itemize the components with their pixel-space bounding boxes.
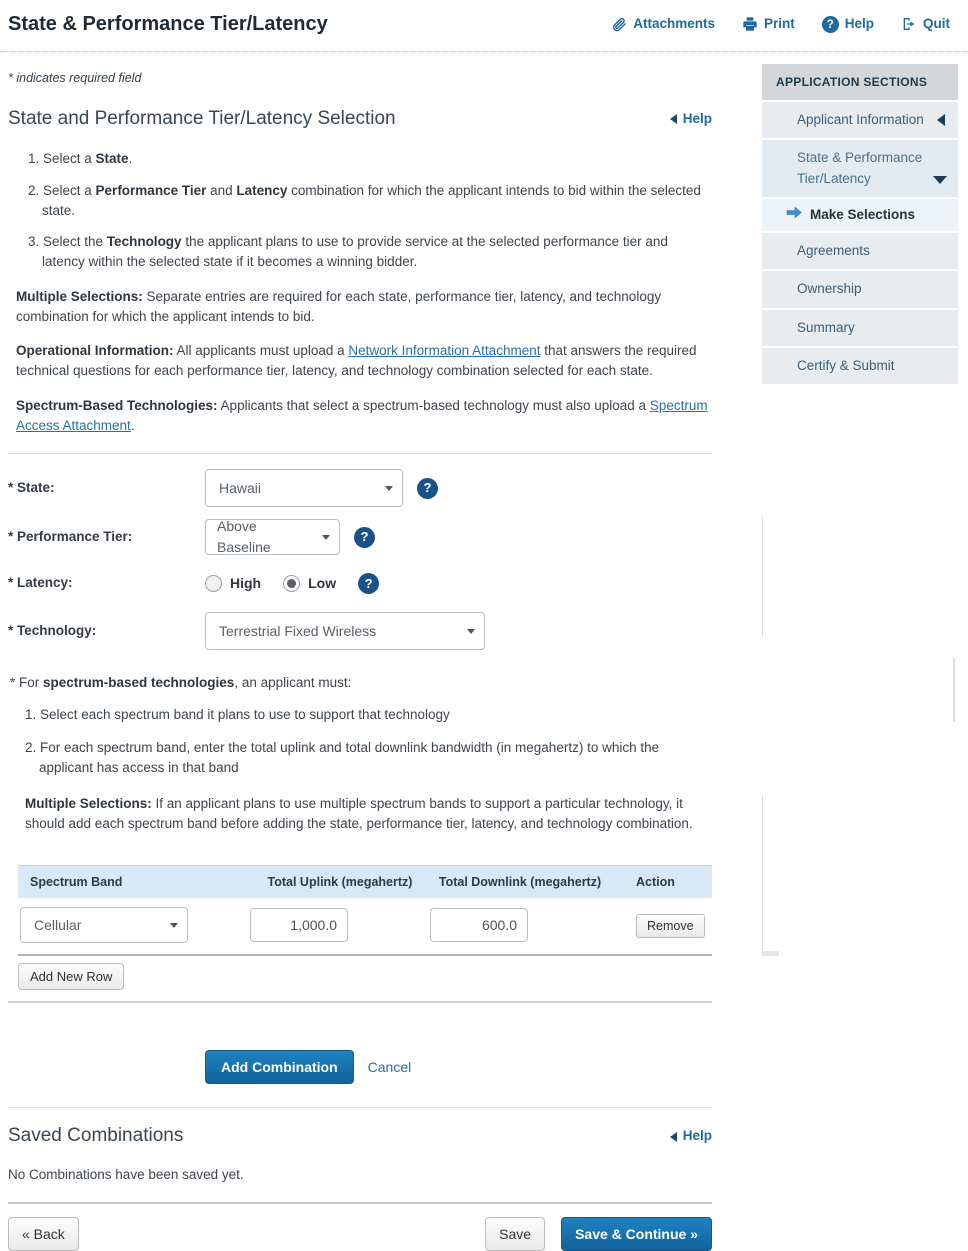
instruction-steps — [8, 149, 712, 272]
sidebar-item-label: Agreements — [797, 243, 870, 258]
required-field-note: * indicates required field — [8, 71, 142, 85]
add-combination-button[interactable]: Add Combination — [205, 1050, 354, 1084]
technology-field-row — [8, 612, 712, 650]
spectrum-based-technologies-paragraph — [16, 396, 712, 437]
technology-label: * Technology: — [8, 622, 97, 638]
technology-select-value: Terrestrial Fixed Wireless — [219, 622, 377, 639]
saved-combinations-help-link[interactable] — [670, 1126, 712, 1146]
remove-button[interactable]: Remove — [636, 914, 705, 938]
top-header — [0, 0, 968, 52]
spectrum-step — [25, 705, 712, 725]
spectrum-table-header — [18, 865, 712, 899]
instruction-step — [14, 232, 712, 273]
current-page-arrow-icon — [786, 205, 802, 225]
bold-text: Performance Tier — [95, 182, 207, 198]
quit-label: Quit — [923, 15, 950, 31]
divider — [8, 1202, 712, 1204]
saved-combinations-heading: Saved Combinations — [8, 1125, 184, 1147]
sidebar-item-label: Applicant Information — [797, 112, 924, 127]
back-button[interactable]: « Back — [8, 1217, 79, 1251]
sidebar-item-label: Certify & Submit — [797, 357, 895, 373]
saved-help-label: Help — [682, 1128, 712, 1144]
state-select-value: Hawaii — [219, 479, 262, 496]
column-header-total-downlink: Total Downlink (megahertz) — [438, 874, 602, 889]
chevron-down-icon — [467, 629, 475, 634]
print-button[interactable] — [742, 14, 795, 34]
text: the applicant plans to use to provide service at the selected performance tier and latency within the selected state if it becomes a winning bidder. — [42, 234, 668, 270]
latency-high-label: High — [230, 575, 262, 591]
total-downlink-input[interactable] — [430, 908, 528, 942]
chevron-down-icon — [322, 535, 330, 540]
sidebar-item-label: Summary — [797, 319, 855, 335]
footer-right-group — [485, 1217, 712, 1251]
page-title: State & Performance Tier/Latency — [8, 13, 328, 35]
text: combination for which the applicant intends to bid within the selected state. — [42, 182, 701, 218]
left-triangle-icon — [670, 1132, 677, 1142]
selection-heading: State and Performance Tier/Latency Selection — [8, 107, 396, 129]
text: . — [130, 417, 135, 433]
text: 3. Select the — [28, 234, 107, 249]
help-circle-icon — [822, 16, 839, 33]
latency-label: * Latency: — [8, 575, 73, 591]
chevron-down-icon — [385, 486, 393, 491]
instruction-step — [14, 149, 712, 169]
latency-high-radio[interactable] — [205, 575, 222, 592]
performance-tier-field-row — [8, 519, 712, 555]
downlink-cell — [430, 908, 610, 942]
panel-edge-line — [762, 517, 763, 637]
text: 1. Select each spectrum band it plans to use to support that technology — [25, 707, 450, 723]
attachments-label: Attachments — [633, 15, 715, 31]
column-header-action: Action — [636, 874, 675, 889]
spectrum-table-row — [18, 898, 712, 956]
divider — [8, 1107, 712, 1108]
sidebar-header: APPLICATION SECTIONS — [762, 64, 958, 100]
sidebar-item-agreements[interactable] — [762, 233, 958, 269]
total-uplink-input[interactable] — [250, 908, 348, 942]
text: and — [206, 182, 237, 198]
performance-tier-select-value: Above Baseline — [217, 518, 271, 555]
application-sections-sidebar — [762, 64, 958, 386]
multiple-selections-paragraph — [16, 287, 712, 328]
technology-select[interactable] — [205, 612, 485, 650]
column-header-total-uplink: Total Uplink (megahertz) — [267, 874, 413, 889]
sidebar-item-label: Make Selections — [810, 206, 916, 222]
combination-action-row — [205, 1050, 712, 1084]
sidebar-item-certify-submit[interactable] — [762, 348, 958, 384]
no-combinations-message: No Combinations have been saved yet. — [8, 1166, 244, 1182]
operational-information-paragraph — [16, 341, 712, 382]
bold-text: Operational Information: — [16, 343, 174, 358]
spectrum-note — [25, 794, 712, 835]
text: 2. Select a — [28, 182, 96, 198]
performance-tier-label: * Performance Tier: — [8, 528, 133, 544]
latency-field-row — [8, 573, 712, 594]
band-cell — [18, 907, 250, 943]
panel-edge-foot — [762, 951, 779, 956]
instruction-step — [14, 181, 712, 222]
divider — [8, 1001, 712, 1003]
collapsed-triangle-icon — [937, 114, 945, 126]
saved-combinations-heading-row — [8, 1122, 712, 1151]
state-field-row — [8, 469, 712, 507]
sidebar-item-label: State & Performance Tier/Latency — [797, 150, 923, 186]
spectrum-intro — [10, 673, 712, 693]
bold-text: Spectrum-Based Technologies: — [16, 397, 218, 413]
state-help-icon[interactable] — [417, 478, 438, 499]
bold-text: Multiple Selections: — [16, 288, 143, 304]
column-header-spectrum-band: Spectrum Band — [30, 874, 123, 889]
text-link[interactable]: Spectrum Access Attachment — [16, 397, 708, 433]
latency-low-radio[interactable] — [283, 575, 300, 592]
spectrum-band-select[interactable] — [20, 907, 188, 943]
selection-heading-row — [8, 105, 712, 134]
state-label: * State: — [8, 479, 55, 495]
chevron-down-icon — [170, 923, 178, 928]
text: that answers the required technical questions for each performance tier, latency, and technology combination selected for each state. — [16, 343, 697, 379]
text: . — [128, 151, 133, 167]
latency-low-label: Low — [308, 575, 337, 591]
performance-tier-help-icon[interactable] — [354, 527, 375, 548]
main-content — [0, 105, 712, 1251]
text: , an applicant must: — [234, 675, 352, 690]
text: All applicants must upload a — [173, 343, 349, 358]
panel-edge-line — [762, 795, 763, 953]
spectrum-step — [25, 738, 712, 779]
text: 1. Select a — [28, 151, 96, 167]
sidebar-item-make-selections[interactable] — [762, 199, 958, 231]
right-edge-line — [953, 658, 955, 722]
sign-out-icon — [901, 16, 917, 32]
sidebar-item-state-performance[interactable] — [762, 140, 958, 197]
print-label: Print — [763, 15, 795, 31]
bold-text: Technology — [106, 234, 182, 249]
paperclip-icon — [611, 16, 627, 32]
selection-help-label: Help — [682, 110, 712, 126]
help-label: Help — [844, 15, 874, 31]
add-new-row-button[interactable]: Add New Row — [18, 963, 124, 990]
save-button[interactable]: Save — [485, 1217, 545, 1251]
attachments-button[interactable] — [611, 14, 715, 34]
latency-help-icon[interactable] — [358, 573, 379, 594]
sidebar-item-label: Ownership — [797, 281, 862, 297]
text-link[interactable]: Network Information Attachment — [348, 343, 541, 358]
text: Separate entries are required for each state, performance tier, latency, and technology combination for which the applicant intends to bid. — [16, 288, 662, 324]
divider — [8, 453, 712, 454]
sidebar-item-ownership[interactable] — [762, 271, 958, 307]
cancel-link[interactable]: Cancel — [367, 1058, 412, 1075]
text: 2. For each spectrum band, enter the total uplink and total downlink bandwidth (in megahertz) to which the applicant has access in that band — [25, 739, 660, 775]
spectrum-band-select-value: Cellular — [34, 916, 82, 933]
save-continue-button[interactable]: Save & Continue » — [561, 1217, 712, 1251]
performance-tier-select[interactable] — [205, 519, 340, 555]
spectrum-table — [18, 865, 712, 957]
bold-text: spectrum-based technologies — [43, 675, 235, 690]
text: Applicants that select a spectrum-based technology must also upload a — [217, 397, 650, 413]
sidebar-item-summary[interactable] — [762, 310, 958, 346]
sidebar-item-applicant-information[interactable] — [762, 102, 958, 138]
quit-button[interactable] — [901, 14, 950, 34]
left-triangle-icon — [670, 114, 677, 124]
top-toolbar — [611, 14, 950, 34]
bold-text: State — [95, 151, 129, 167]
text: If an applicant plans to use multiple spectrum bands to support a particular technology, it should add each spectrum band before adding the state, performance tier, latency, and technology combination. — [25, 796, 693, 832]
printer-icon — [742, 16, 758, 32]
text: * For — [10, 675, 44, 690]
footer-button-row — [8, 1217, 712, 1251]
action-cell — [610, 913, 712, 938]
bold-text: Latency — [236, 182, 288, 198]
selection-help-link[interactable] — [670, 109, 712, 129]
state-select[interactable] — [205, 469, 403, 507]
expanded-triangle-icon — [933, 176, 947, 184]
help-button[interactable] — [822, 14, 874, 34]
uplink-cell — [250, 908, 430, 942]
bold-text: Multiple Selections: — [25, 796, 152, 811]
